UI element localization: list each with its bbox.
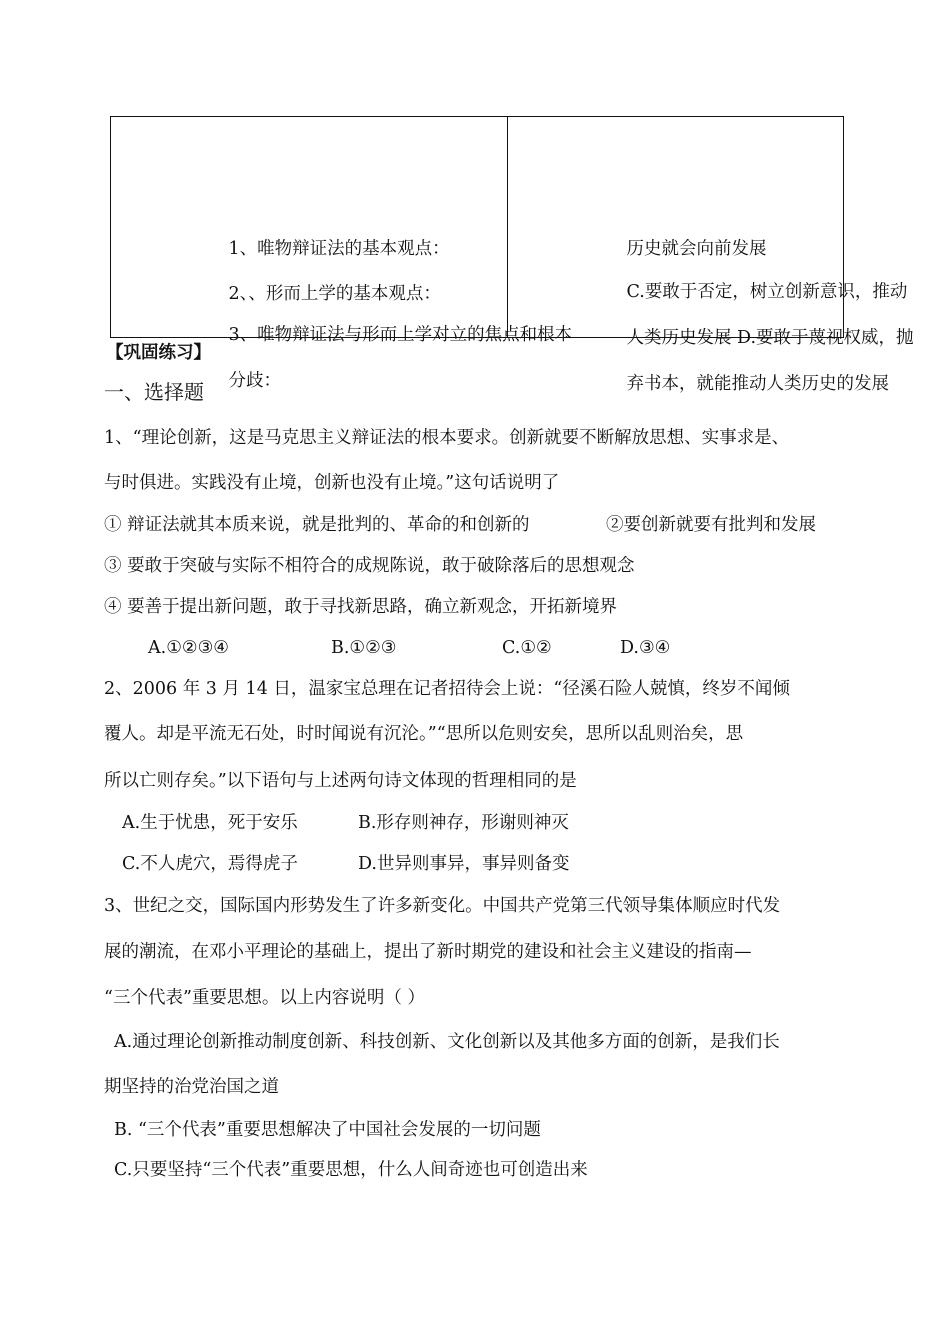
q2-line-1: 2、2006 年 3 月 14 日，温家宝总理在记者招待会上说：“径溪石险人兢慎，终岁不闻倾 — [104, 679, 790, 699]
q2-option-d: D.世异则事异，事异则备变 — [358, 854, 570, 874]
table-right-line-4: 弃书本，就能推动人类历史的发展 — [626, 373, 889, 394]
q3-line-3: “三个代表”重要思想。以上内容说明（ ） — [104, 988, 425, 1008]
table-right-line-2: C.要敢于否定，树立创新意识，推动 — [626, 281, 908, 302]
q3-line-1: 3、世纪之交，国际国内形势发生了许多新变化。中国共产党第三代领导集体顺应时代发 — [104, 896, 781, 916]
section-title: 【巩固练习】 — [106, 343, 211, 363]
table-left-line-4: 分歧： — [228, 370, 281, 391]
q3-line-2: 展的潮流，在邓小平理论的基础上，提出了新时期党的建设和社会主义建设的指南— — [104, 942, 752, 962]
q2-line-2: 覆人。却是平流无石处，时时闻说有沉沦。”“思所以危则安矣，思所以乱则治矣，思 — [104, 724, 744, 744]
q1-statement-2: ②要创新就要有批判和发展 — [606, 515, 816, 535]
q2-option-b: B.形存则神存，形谢则神灭 — [358, 813, 569, 833]
sub-title: 一、选择题 — [104, 380, 204, 404]
q3-option-b: B. “三个代表”重要思想解决了中国社会发展的一切问题 — [114, 1120, 541, 1140]
q3-option-c: C.只要坚持“三个代表”重要思想，什么人间奇迹也可创造出来 — [114, 1160, 588, 1180]
table-right-line-3: 人类历史发展 D.要敢于蔑视权威，抛 — [626, 327, 914, 348]
q2-line-3: 所以亡则存矣。”以下语句与上述两句诗文体现的哲理相同的是 — [104, 771, 577, 791]
table-left-line-3: 3、唯物辩证法与形而上学对立的焦点和根本 — [228, 324, 573, 345]
table-left-line-2: 2、、形而上学的基本观点： — [228, 283, 441, 304]
q1-option-d: D.③④ — [620, 638, 671, 658]
q1-line-2: 与时俱进。实践没有止境，创新也没有止境。”这句话说明了 — [104, 473, 560, 493]
q1-line-1: 1、“理论创新，这是马克思主义辩证法的根本要求。创新就要不断解放思想、实事求是、 — [104, 428, 790, 448]
table-right-cell — [508, 117, 914, 394]
q1-statement-1: ① 辩证法就其本质来说，就是批判的、革命的和创新的 — [104, 515, 530, 535]
q1-statement-4: ④ 要善于提出新问题，敢于寻找新思路，确立新观念，开拓新境界 — [104, 597, 618, 617]
q2-option-a: A.生于忧患，死于安乐 — [122, 813, 298, 833]
q2-option-c: C.不人虎穴，焉得虎子 — [122, 854, 298, 874]
q1-option-c: C.①② — [502, 638, 552, 658]
q1-statement-3: ③ 要敢于突破与实际不相符合的成规陈说，敢于破除落后的思想观念 — [104, 556, 635, 576]
q3-option-a-line-1: A.通过理论创新推动制度创新、科技创新、文化创新以及其他多方面的创新，是我们长 — [114, 1032, 780, 1052]
table-right-line-1: 历史就会向前发展 — [626, 238, 767, 259]
q3-option-a-line-2: 期坚持的治党治国之道 — [104, 1077, 279, 1097]
table-left-line-1: 1、唯物辩证法的基本观点： — [228, 238, 450, 259]
q1-option-b: B.①②③ — [331, 638, 397, 658]
q1-option-a: A.①②③④ — [148, 638, 229, 658]
